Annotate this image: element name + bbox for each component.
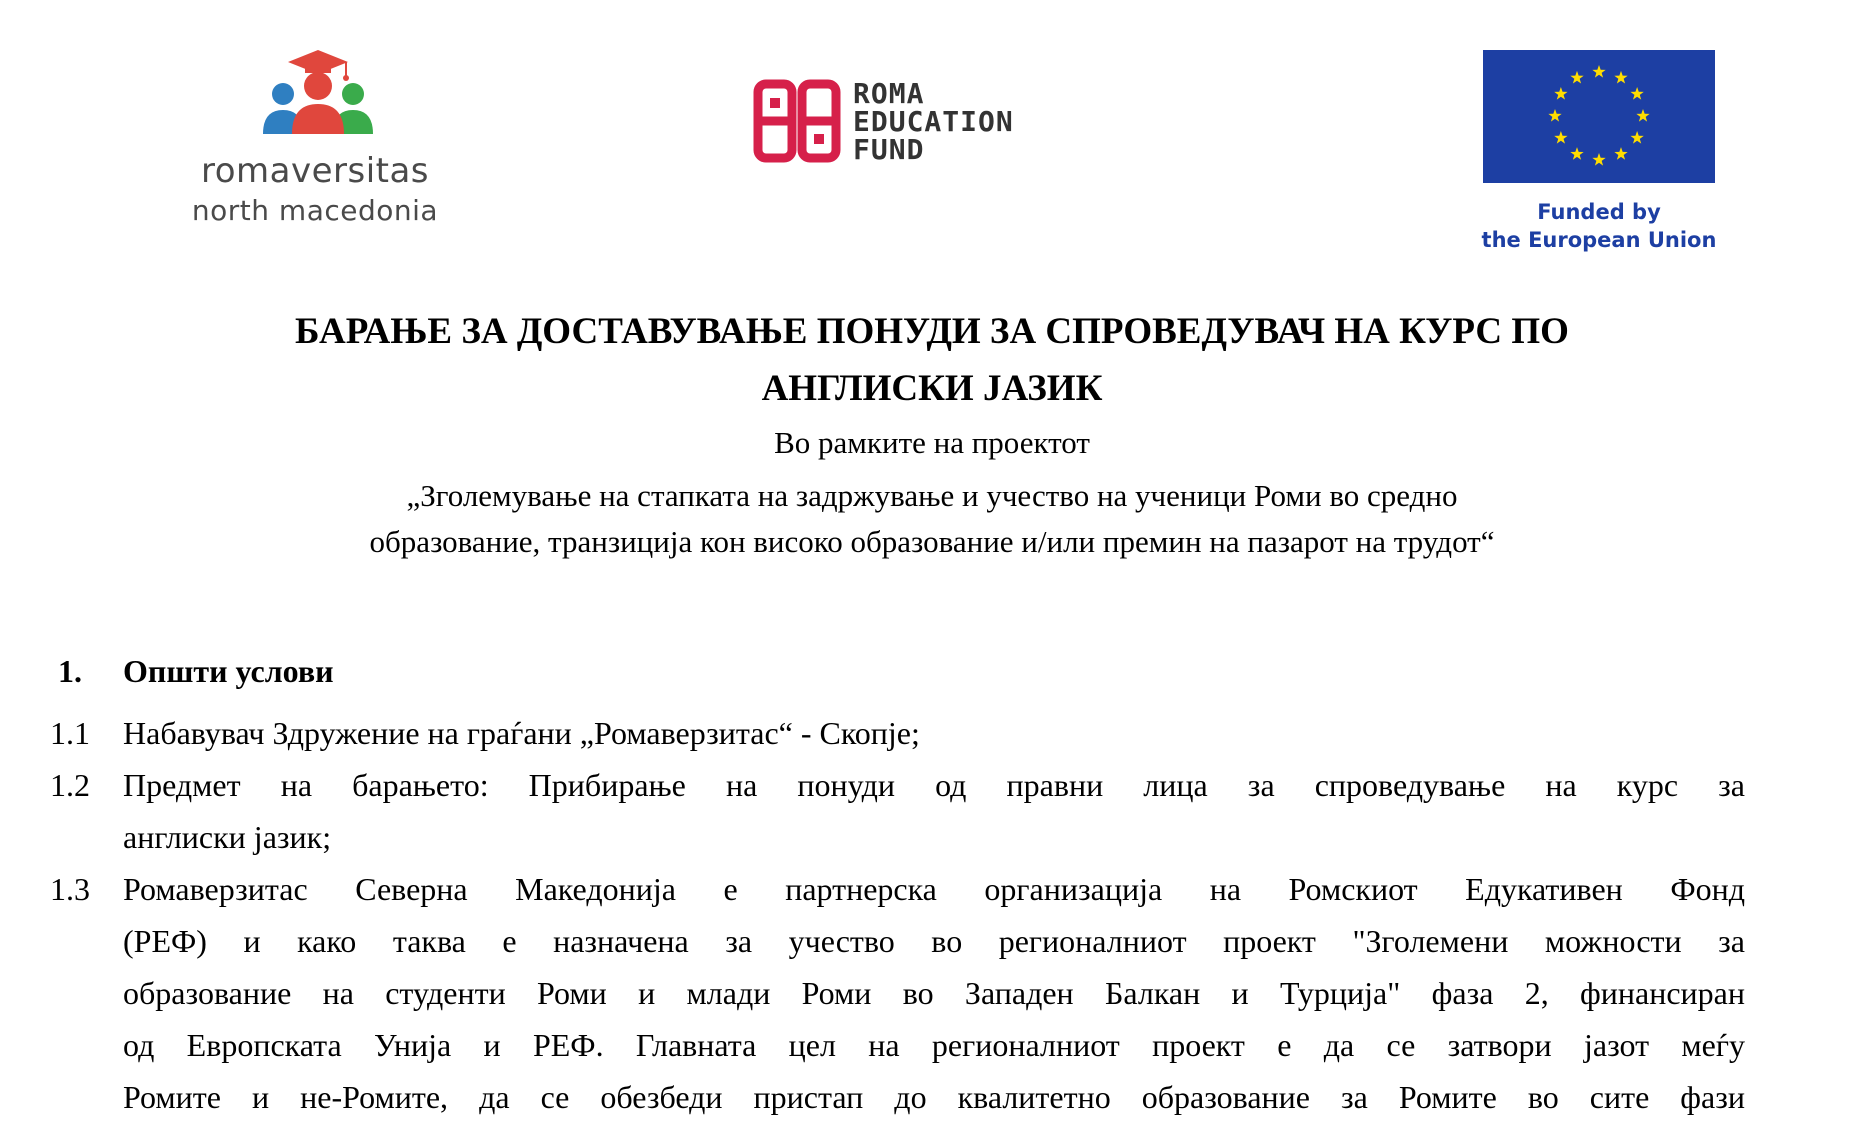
item-text: [123, 863, 1745, 1123]
eu-star-icon: [1570, 71, 1583, 84]
romaversitas-people-icon: [258, 48, 378, 148]
eu-star-icon: [1548, 109, 1561, 122]
item-number: 1.3: [50, 871, 90, 907]
eu-caption-line-2: the European Union: [1481, 228, 1717, 252]
eu-star-icon: [1570, 147, 1583, 160]
item-text: [123, 759, 1745, 863]
eu-star-icon: [1554, 131, 1567, 144]
eu-star-icon: [1630, 87, 1643, 100]
project-name-line-1: „Зголемување на стапката на задржување и учество на ученици Роми во средно: [406, 478, 1458, 513]
document-title-line-2: АНГЛИСКИ ЈАЗИК: [761, 368, 1103, 409]
document-title-line-1: БАРАЊЕ ЗА ДОСТАВУВАЊЕ ПОНУДИ ЗА СПРОВЕДУВАЧ НА КУРС ПО: [295, 311, 1569, 352]
intro-text: Во рамките на проектот: [774, 425, 1090, 460]
ref-logo: [752, 78, 1092, 168]
romaversitas-logo: [165, 48, 465, 238]
eu-flag-icon: [1483, 50, 1715, 183]
eu-star-icon: [1636, 109, 1649, 122]
item-text: [123, 707, 1745, 759]
ref-name-line-1: ROMA: [853, 77, 925, 110]
item-line: Ромите и не-Ромите, да се обезбеди пристап до квалитетно образование за Ромите во сите фази: [123, 1079, 1745, 1115]
item-number: 1.1: [50, 715, 90, 751]
eu-star-icon: [1614, 71, 1627, 84]
eu-star-icon: [1592, 153, 1605, 166]
romaversitas-subtitle: north macedonia: [191, 194, 439, 227]
item-line: Набавувач Здружение на граѓани „Ромаверзитас“ - Скопје;: [123, 715, 920, 751]
item-line: англиски јазик;: [123, 819, 332, 855]
section-number: 1.: [58, 653, 82, 689]
eu-logo: [1460, 50, 1740, 260]
item-line: (РЕФ) и како таква е назначена за учество во регионалниот проект "Зголемени можности за: [123, 923, 1745, 959]
section-title: Општи услови: [123, 653, 334, 689]
item-line: Предмет на барањето: Прибирање на понуди од правни лица за спроведување на курс за: [123, 767, 1745, 803]
eu-star-icon: [1554, 87, 1567, 100]
eu-caption-line-1: Funded by: [1537, 200, 1661, 224]
ref-name-line-3: FUND: [853, 133, 925, 166]
eu-star-icon: [1592, 65, 1605, 78]
item-line: образование на студенти Роми и млади Роми во Западен Балкан и Турција" фаза 2, финансиран: [123, 975, 1745, 1011]
project-name-line-2: образование, транзиција кон високо образование и/или премин на пазарот на трудот“: [369, 524, 1495, 559]
romaversitas-name: romaversitas: [200, 151, 430, 191]
eu-star-icon: [1614, 147, 1627, 160]
eu-star-icon: [1630, 131, 1643, 144]
item-number: 1.2: [50, 767, 90, 803]
item-line: од Европската Унија и РЕФ. Главната цел на регионалниот проект е да се затвори јазот меѓу: [123, 1027, 1745, 1063]
item-line: Ромаверзитас Северна Македонија е партнерска организација на Ромскиот Едукативен Фонд: [123, 871, 1745, 907]
ref-name-line-2: EDUCATION: [853, 105, 1014, 138]
ref-emblem-icon: [752, 78, 842, 164]
